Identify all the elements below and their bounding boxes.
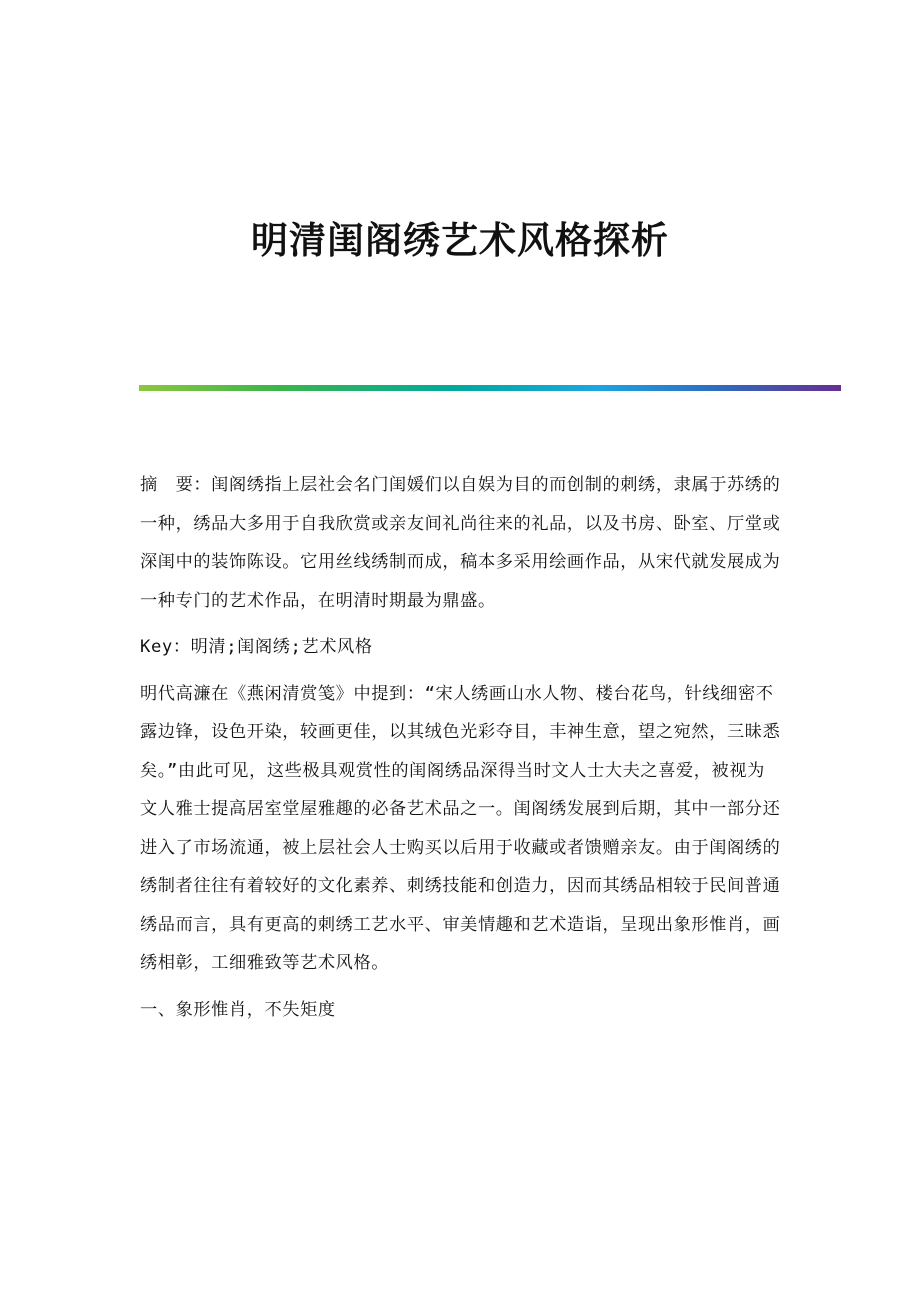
keywords-line: Key：明清;闺阁绣;艺术风格: [140, 637, 373, 657]
title-divider: [139, 385, 841, 391]
document-body: [140, 466, 782, 1037]
body-paragraph: 明代高濂在《燕闲清赏笺》中提到：“宋人绣画山水人物、楼台花鸟，针线细密不露边锋，设色开染，较画更佳，以其绒色光彩夺目，丰神生意，望之宛然，三昧悉矣。”由此可见，这些极具观赏性的闺阁绣品深得当时文人士大夫之喜爱，被视为文人雅士提高居室堂屋雅趣的必备艺术品之一。闺阁绣发展到后期，其中一部分还进入了市场流通，被上层社会人士购买以后用于收藏或者馈赠亲友。由于闺阁绣的绣制者往往有着较好的文化素养、刺绣技能和创造力，因而其绣品相较于民间普通绣品而言，具有更高的刺绣工艺水平、审美情趣和艺术造诣，呈现出象形惟肖，画绣相彰，工细雅致等艺术风格。: [140, 683, 781, 973]
abstract-paragraph: 摘 要：闺阁绣指上层社会名门闺媛们以自娱为目的而创制的刺绣，隶属于苏绣的一种，绣品大多用于自我欣赏或亲友间礼尚往来的礼品，以及书房、卧室、厅堂或深闺中的装饰陈设。它用丝线绣制而成，稿本多采用绘画作品，从宋代就发展成为一种专门的艺术作品，在明清时期最为鼎盛。: [140, 475, 781, 611]
document-title: 明清闺阁绣艺术风格探析: [251, 218, 669, 262]
section-heading: 一、象形惟肖，不失矩度: [140, 999, 336, 1020]
